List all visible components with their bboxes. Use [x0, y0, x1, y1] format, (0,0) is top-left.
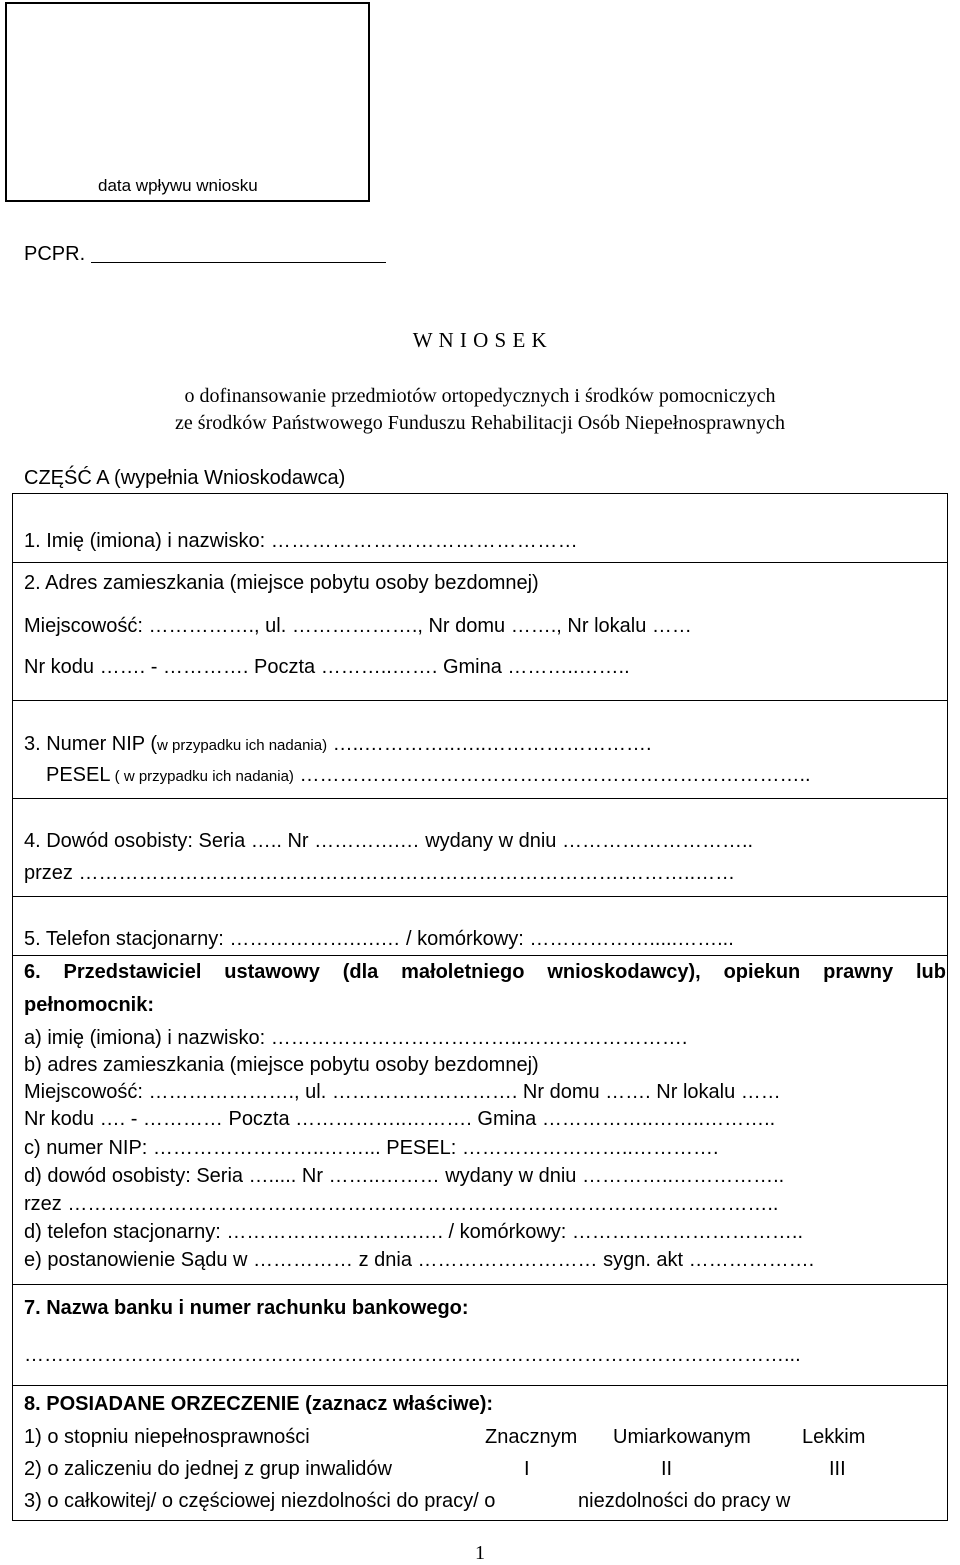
s6-d-id-card[interactable]: d) dowód osobisty: Seria …..... Nr ……..……… wydany w dniu …………..……………..: [24, 1165, 785, 1187]
divider-2: [12, 700, 948, 701]
form-subtitle-line2: ze środków Państwowego Funduszu Rehabilitacji Osób Niepełnosprawnych: [175, 412, 785, 434]
s6-c-nip-pesel[interactable]: c) numer NIP: ……………………..……... PESEL: ……………………..………….: [24, 1137, 719, 1159]
s6-a-name[interactable]: a) imię (imiona) i nazwisko: ………………………………..…………………….: [24, 1027, 688, 1049]
form-subtitle-line1: o dofinansowanie przedmiotów ortopedycznych i środków pomocniczych: [184, 385, 776, 407]
s7-bank-account-field[interactable]: ……………………………………………………………………………………………………...: [24, 1344, 801, 1366]
pcpr-label: PCPR.: [24, 243, 86, 265]
divider-1: [12, 562, 948, 563]
s6-heading-line2: pełnomocnik:: [24, 994, 155, 1016]
s3-pesel-label: PESEL: [46, 764, 111, 786]
s8-r1-option-significant[interactable]: Znacznym: [485, 1426, 578, 1448]
s6-b-address-row1[interactable]: Miejscowość: …………………., ul. ………………………. Nr domu ……. Nr lokalu ……: [24, 1081, 781, 1103]
s6-issued-by[interactable]: rzez ……………………………………………………………………………………………..: [24, 1193, 779, 1215]
frame-left-line: [12, 493, 13, 1520]
s6-b-address-label: b) adres zamieszkania (miejsce pobytu osoby bezdomnej): [24, 1054, 539, 1076]
s2-address-row1[interactable]: Miejscowość: ……………., ul. ………………., Nr domu ……., Nr lokalu ……: [24, 615, 692, 637]
s8-heading: [24, 1393, 493, 1416]
frame-bottom-line: [12, 1520, 948, 1521]
s5-phone-row[interactable]: 5. Telefon stacjonarny: ……………….….… / komórkowy: ……………….....……...: [24, 928, 734, 950]
form-title: W N I O S E K: [412, 328, 548, 352]
s3-nip-row: [24, 733, 652, 756]
pcpr-underline: [91, 262, 386, 263]
s8-r1-option-mild[interactable]: Lekkim: [802, 1426, 866, 1448]
s8-r2-label: 2) o zaliczeniu do jednej z grup inwalidów: [24, 1458, 392, 1480]
s1-row: [24, 530, 578, 553]
s8-r3-label: 3) o całkowitej/ o częściowej niezdolności do pracy/ o: [24, 1490, 496, 1512]
s1-name-field[interactable]: ………………………………………: [270, 530, 579, 552]
divider-5: [12, 955, 948, 956]
divider-6: [12, 1284, 948, 1285]
divider-3: [12, 798, 948, 799]
s3-pesel-field[interactable]: …………………………………………………………………..: [293, 764, 811, 786]
s2-label: 2. Adres zamieszkania (miejsce pobytu osoby bezdomnej): [24, 572, 539, 594]
s4-issued-by-row[interactable]: przez ……………………………………………………………………….………..……: [24, 862, 736, 884]
s8-r1-option-moderate[interactable]: Umiarkowanym: [613, 1426, 751, 1448]
s7-heading: 7. Nazwa banku i numer rachunku bankowego:: [24, 1297, 469, 1319]
s6-d-phone[interactable]: d) telefon stacjonarny: ……………….……….…. / komórkowy: ……………………………..: [24, 1221, 804, 1243]
frame-right-line: [947, 493, 948, 1520]
s3-nip-field[interactable]: …..…………..…..…………………….: [327, 733, 652, 755]
receipt-date-label: data wpływu wniosku: [98, 176, 258, 195]
s8-r3-option[interactable]: niezdolności do pracy w: [578, 1490, 791, 1512]
receipt-date-box: [5, 2, 370, 202]
s4-id-row[interactable]: 4. Dowód osobisty: Seria ….. Nr ………….… wydany w dniu ………………………..: [24, 830, 754, 852]
s3-pesel-note: ( w przypadku ich nadania): [110, 768, 294, 785]
part-a-label: CZĘŚĆ A (wypełnia Wnioskodawca): [24, 467, 346, 489]
s3-nip-note: w przypadku ich nadania): [157, 737, 328, 754]
divider-7: [12, 1385, 948, 1386]
page-number: 1: [475, 1542, 485, 1564]
frame-top-line: [12, 493, 948, 494]
s2-address-row2[interactable]: Nr kodu ……. - …………. Poczta ………..……. Gmina ………..……..: [24, 656, 630, 678]
s1-label: 1. Imię (imiona) i nazwisko:: [24, 530, 266, 552]
s8-heading-bold: 8. POSIADANE ORZECZENIE: [24, 1393, 300, 1415]
divider-4: [12, 896, 948, 897]
s6-b-address-row2[interactable]: Nr kodu …. - ………… Poczta ……………..………. Gmina ……………..……..………..: [24, 1108, 776, 1130]
s8-r2-option-iii[interactable]: III: [829, 1458, 846, 1480]
s8-heading-rest: (zaznacz właściwe):: [299, 1393, 494, 1415]
s6-e-court-decision[interactable]: e) postanowienie Sądu w …………… z dnia ……………………… sygn. akt ……………….: [24, 1249, 815, 1271]
s3-nip-label: 3. Numer NIP (: [24, 733, 157, 755]
s6-heading-line1: 6. Przedstawiciel ustawowy (dla małoletniego wnioskodawcy), opiekun prawny lub: [24, 961, 946, 983]
s8-r1-label: 1) o stopniu niepełnosprawności: [24, 1426, 310, 1448]
s3-pesel-row: [46, 764, 811, 787]
s8-r2-option-i[interactable]: I: [524, 1458, 530, 1480]
s8-r2-option-ii[interactable]: II: [661, 1458, 673, 1480]
